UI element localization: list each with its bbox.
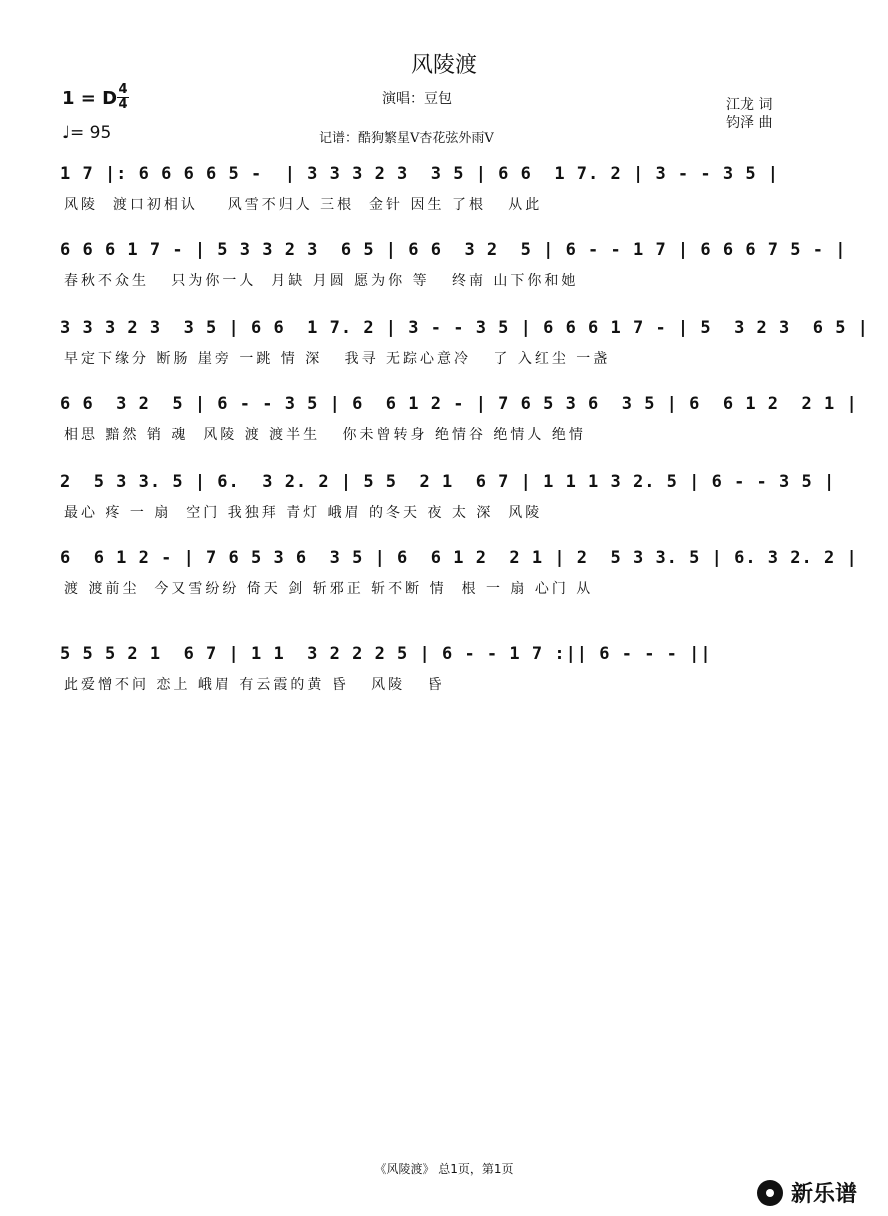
song-title: 风陵渡 [410,53,477,78]
lyrics-line: 此爱憎不问 恋上 峨眉 有云霞的黄 昏 风陵 昏 [64,677,445,693]
key-signature: 1 = D [62,88,118,109]
time-bottom: 4 [118,97,128,112]
lyrics-line: 相思 黯然 销 魂 风陵 渡 渡半生 你未曾转身 绝情谷 绝情人 绝情 [64,427,586,443]
site-logo [757,1177,857,1208]
lyrics-line: 早定下缘分 断肠 崖旁 一跳 情 深 我寻 无踪心意冷 了 入红尘 一盏 [64,351,611,367]
notes-line: 6 6 6 1 7 - | 5 3 3 2 3 6 5 | 6 6 3 2 5 | 6 - - 1 7 | 6 6 6 7 5 - | [60,240,847,260]
time-top: 4 [118,82,128,97]
transcriber-credit: 记谱：酷狗繁星V杏花弦外雨V [319,131,494,146]
lyrics-line: 风陵 渡口初相认 风雪不归人 三根 金针 因生 了根 从此 [64,197,543,213]
lyrics-line: 渡 渡前尘 今又雪纷纷 倚天 剑 斩邪正 斩不断 情 根 一 扇 心门 从 [64,581,594,597]
page-footer: 《风陵渡》 总1页，第1页 [374,1162,514,1176]
time-signature [117,84,129,111]
notes-line: 1 7 |: 6 6 6 6 5 - | 3 3 3 2 3 3 5 | 6 6 1 7. 2 | 3 - - 3 5 | [60,164,780,184]
notes-line: 6 6 1 2 - | 7 6 5 3 6 3 5 | 6 6 1 2 2 1 | 2 5 3 3. 5 | 6. 3 2. 2 | [60,548,858,568]
singer-credit: 演唱：豆包 [382,91,452,107]
lyrics-line: 最心 疼 一 扇 空门 我独拜 青灯 峨眉 的冬天 夜 太 深 风陵 [64,505,543,521]
notes-line: 3 3 3 2 3 3 5 | 6 6 1 7. 2 | 3 - - 3 5 | 6 6 6 1 7 - | 5 3 2 3 6 5 | [60,318,869,338]
lyricist-credit: 江龙 词 [726,97,773,113]
notes-line: 2 5 3 3. 5 | 6. 3 2. 2 | 5 5 2 1 6 7 | 1 1 1 3 2. 5 | 6 - - 3 5 | [60,472,836,492]
tempo-mark: ♩= 95 [62,123,112,143]
composer-credit: 钧泽 曲 [726,115,773,131]
record-icon [757,1180,783,1206]
notes-line: 6 6 3 2 5 | 6 - - 3 5 | 6 6 1 2 - | 7 6 5 3 6 3 5 | 6 6 1 2 2 1 | [60,394,858,414]
lyrics-line: 春秋不众生 只为你一人 月缺 月圆 愿为你 等 终南 山下你和她 [64,273,579,289]
notes-line: 5 5 5 2 1 6 7 | 1 1 3 2 2 2 5 | 6 - - 1 7 :|| 6 - - - || [60,644,712,664]
logo-text: 新乐谱 [791,1182,858,1207]
